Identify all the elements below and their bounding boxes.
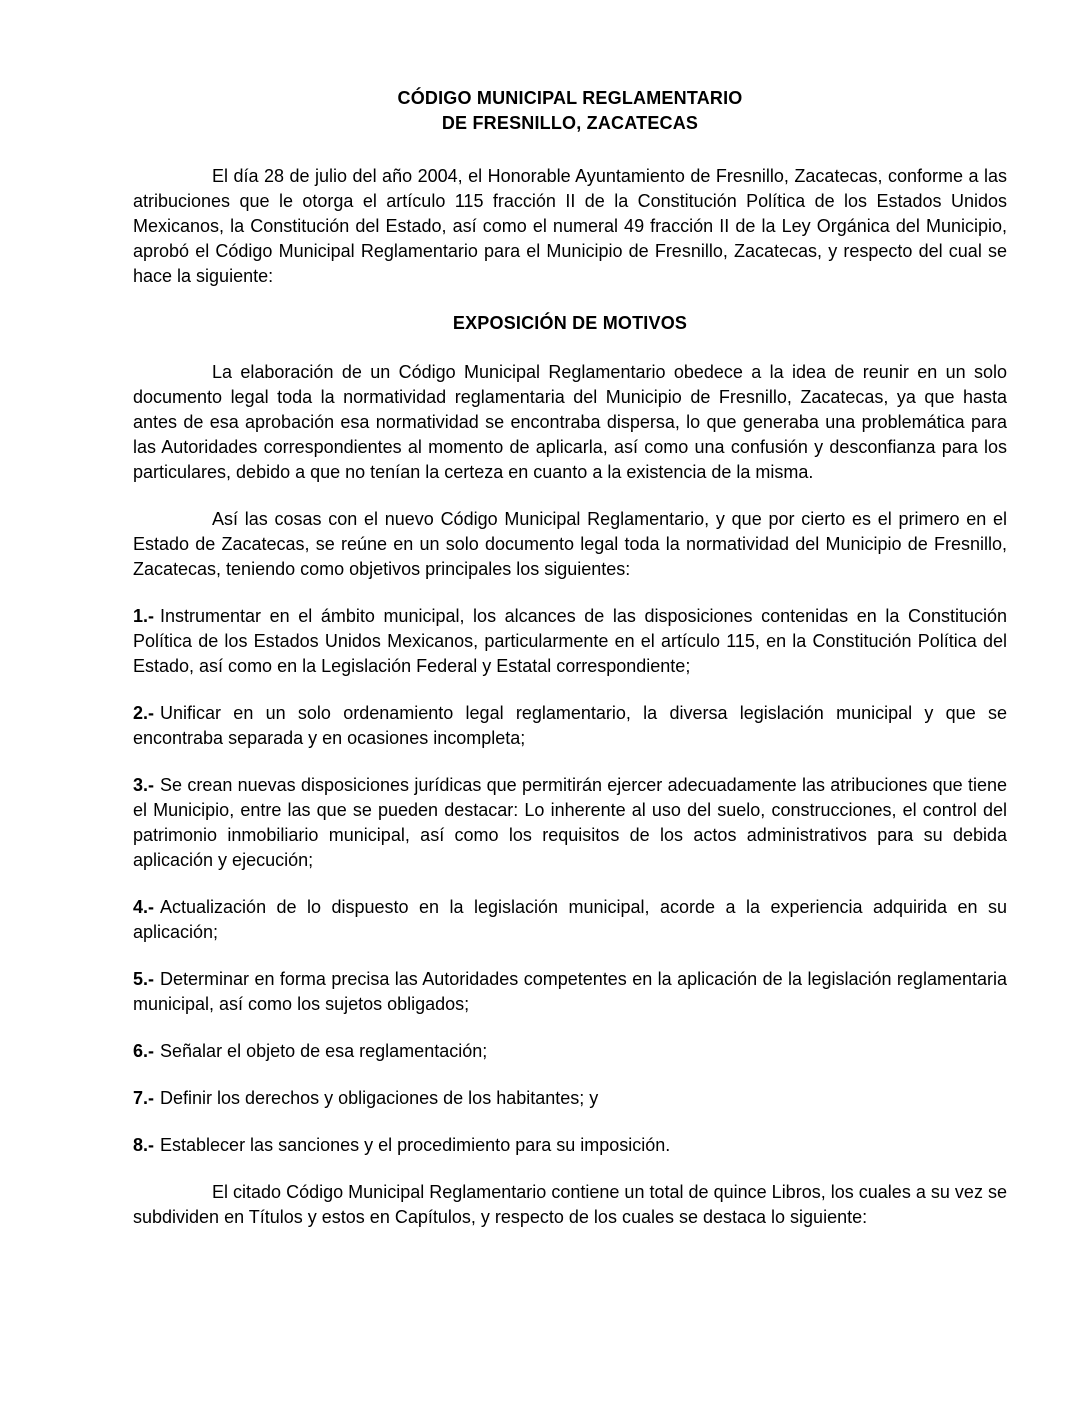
objective-text: Señalar el objeto de esa reglamentación;: [160, 1041, 488, 1061]
objective-number: 6.-: [133, 1041, 155, 1061]
document-title: [133, 86, 1007, 136]
objective-item-8: [133, 1133, 1007, 1158]
document-title-line2: DE FRESNILLO, ZACATECAS: [441, 113, 699, 133]
objective-text: Actualización de lo dispuesto en la legislación municipal, acorde a la experiencia adquirida en su aplicación;: [133, 897, 1007, 942]
document-title-line1: CÓDIGO MUNICIPAL REGLAMENTARIO: [397, 88, 743, 108]
objective-text: Determinar en forma precisa las Autoridades competentes en la aplicación de la legislación reglamentaria municipal, así como los sujetos obligados;: [133, 969, 1007, 1014]
objective-number: 3.-: [133, 775, 155, 795]
objective-item-7: [133, 1086, 1007, 1111]
objective-item-4: [133, 895, 1007, 945]
objective-number: 7.-: [133, 1088, 155, 1108]
objective-text: Definir los derechos y obligaciones de los habitantes; y: [160, 1088, 599, 1108]
objective-number: 4.-: [133, 897, 155, 917]
objective-text: Establecer las sanciones y el procedimiento para su imposición.: [160, 1135, 671, 1155]
objective-text: Se crean nuevas disposiciones jurídicas que permitirán ejercer adecuadamente las atribuciones que tiene el Municipio, entre las que se pueden destacar: Lo inherente al uso del suelo, construcciones, el control del patrimonio inmobiliario municipal, así como los requisitos de los actos administrativos para su debida aplicación y ejecución;: [133, 775, 1007, 870]
objective-number: 1.-: [133, 606, 155, 626]
objective-number: 8.-: [133, 1135, 155, 1155]
motives-paragraph-1: La elaboración de un Código Municipal Reglamentario obedece a la idea de reunir en un solo documento legal toda la normatividad reglamentaria del Municipio de Fresnillo, Zacatecas, ya que hasta antes de esa aprobación esa normatividad se encontraba dispersa, lo que generaba una problemática para las Autoridades correspondientes al momento de aplicarla, así como una confusión y desconfianza para los particulares, debido a que no tenían la certeza en cuanto a la existencia de la misma.: [133, 362, 1007, 482]
objective-item-1: [133, 604, 1007, 679]
objective-item-3: [133, 773, 1007, 873]
objective-item-5: [133, 967, 1007, 1017]
intro-paragraph: El día 28 de julio del año 2004, el Honorable Ayuntamiento de Fresnillo, Zacatecas, conforme a las atribuciones que le otorga el artículo 115 fracción II de la Constitución Política de los Estados Unidos Mexicanos, la Constitución del Estado, así como el numeral 49 fracción II de la Ley Orgánica del Municipio, aprobó el Código Municipal Reglamentario para el Municipio de Fresnillo, Zacatecas, y respecto del cual se hace la siguiente:: [133, 166, 1007, 286]
objective-text: Unificar en un solo ordenamiento legal reglamentario, la diversa legislación municipal y que se encontraba separada y en ocasiones incompleta;: [133, 703, 1007, 748]
objective-number: 2.-: [133, 703, 155, 723]
closing-paragraph: El citado Código Municipal Reglamentario contiene un total de quince Libros, los cuales a su vez se subdividen en Títulos y estos en Capítulos, y respecto de los cuales se destaca lo siguiente:: [133, 1182, 1007, 1227]
motives-paragraph-2: Así las cosas con el nuevo Código Municipal Reglamentario, y que por cierto es el primero en el Estado de Zacatecas, se reúne en un solo documento legal toda la normatividad del Municipio de Fresnillo, Zacatecas, teniendo como objetivos principales los siguientes:: [133, 509, 1007, 579]
objective-item-2: [133, 701, 1007, 751]
objective-number: 5.-: [133, 969, 155, 989]
objective-text: Instrumentar en el ámbito municipal, los alcances de las disposiciones contenidas en la Constitución Política de los Estados Unidos Mexicanos, particularmente en el artículo 115, en la Constitución Política del Estado, así como en la Legislación Federal y Estatal correspondiente;: [133, 606, 1007, 676]
objective-item-6: [133, 1039, 1007, 1064]
section-heading-exposicion-de-motivos: EXPOSICIÓN DE MOTIVOS: [452, 313, 688, 333]
